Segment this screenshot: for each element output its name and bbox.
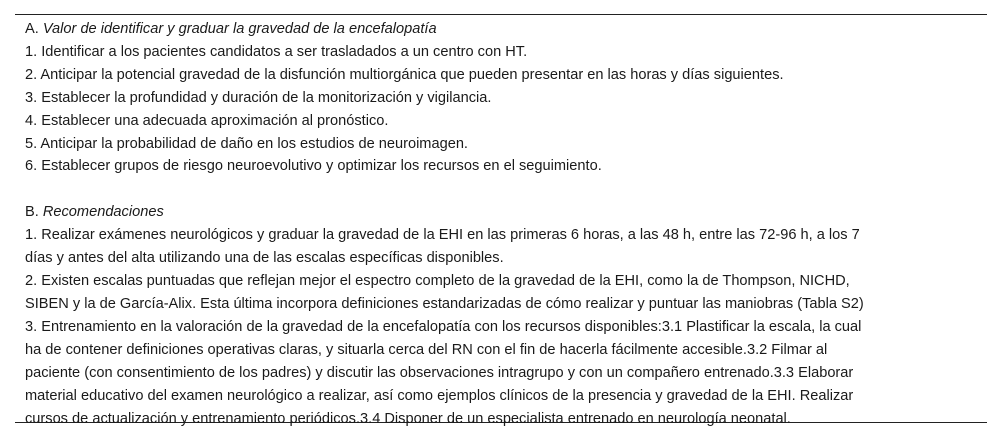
section-a-title: Valor de identificar y graduar la gravedad de la encefalopatía xyxy=(42,21,437,37)
paragraph-line: SIBEN y la de García-Alix. Esta última incorpora definiciones estandarizadas de cómo realizar y puntuar las maniobras (Tabla S2) xyxy=(25,295,864,312)
paragraph-line: material educativo del examen neurológico a realizar, así como ejemplos clínicos de la presencia y gravedad de la EHI. Realizar xyxy=(25,387,854,404)
paragraph-line: cursos de actualización y entrenamiento periódicos.3.4 Disponer de un especialista entrenado en neurología neonatal. xyxy=(25,410,791,427)
section-b-item-2 xyxy=(25,270,977,316)
section-a-item: 4. Establecer una adecuada aproximación al pronóstico. xyxy=(25,112,389,129)
paragraph-line: 2. Existen escalas puntuadas que reflejan mejor el espectro completo de la gravedad de la EHI, como la de Thompson, NICHD, xyxy=(25,273,850,290)
paragraph-line: días y antes del alta utilizando una de las escalas específicas disponibles. xyxy=(25,250,504,267)
paragraph-line: paciente (con consentimiento de los padres) y discutir las observaciones intragrupo y con un compañero entrenado.3.3 Elaborar xyxy=(25,364,854,381)
section-b-item-3 xyxy=(25,316,977,431)
paragraph-line: ha de contener definiciones operativas claras, y situarla cerca del RN con el fin de hacerla fácilmente accesible.3.2 Filmar al xyxy=(25,341,828,358)
paragraph-line: 3. Entrenamiento en la valoración de la gravedad de la encefalopatía con los recursos disponibles:3.1 Plastificar la escala, la cual xyxy=(25,318,862,335)
section-a-letter: A. xyxy=(25,21,39,37)
recommendations-table xyxy=(15,14,987,427)
section-b-title: Recomendaciones xyxy=(42,204,164,221)
section-a-item: 5. Anticipar la probabilidad de daño en los estudios de neuroimagen. xyxy=(25,135,468,152)
section-b-heading xyxy=(25,201,977,224)
paragraph-line: 1. Realizar exámenes neurológicos y graduar la gravedad de la EHI en las primeras 6 horas, a las 48 h, entre las 72-96 h, a los 7 xyxy=(25,227,860,244)
section-divider-space xyxy=(25,178,977,201)
section-a-item: 1. Identificar a los pacientes candidatos a ser trasladados a un centro con HT. xyxy=(25,43,528,60)
section-b-item-1 xyxy=(25,224,977,270)
section-a-item: 2. Anticipar la potencial gravedad de la disfunción multiorgánica que pueden presentar en las horas y días siguientes. xyxy=(25,66,784,83)
section-b-letter: B. xyxy=(25,204,39,221)
section-a-heading xyxy=(25,18,977,41)
section-a-item: 6. Establecer grupos de riesgo neuroevolutivo y optimizar los recursos en el seguimiento. xyxy=(25,158,602,175)
section-a-item: 3. Establecer la profundidad y duración de la monitorización y vigilancia. xyxy=(25,89,492,106)
